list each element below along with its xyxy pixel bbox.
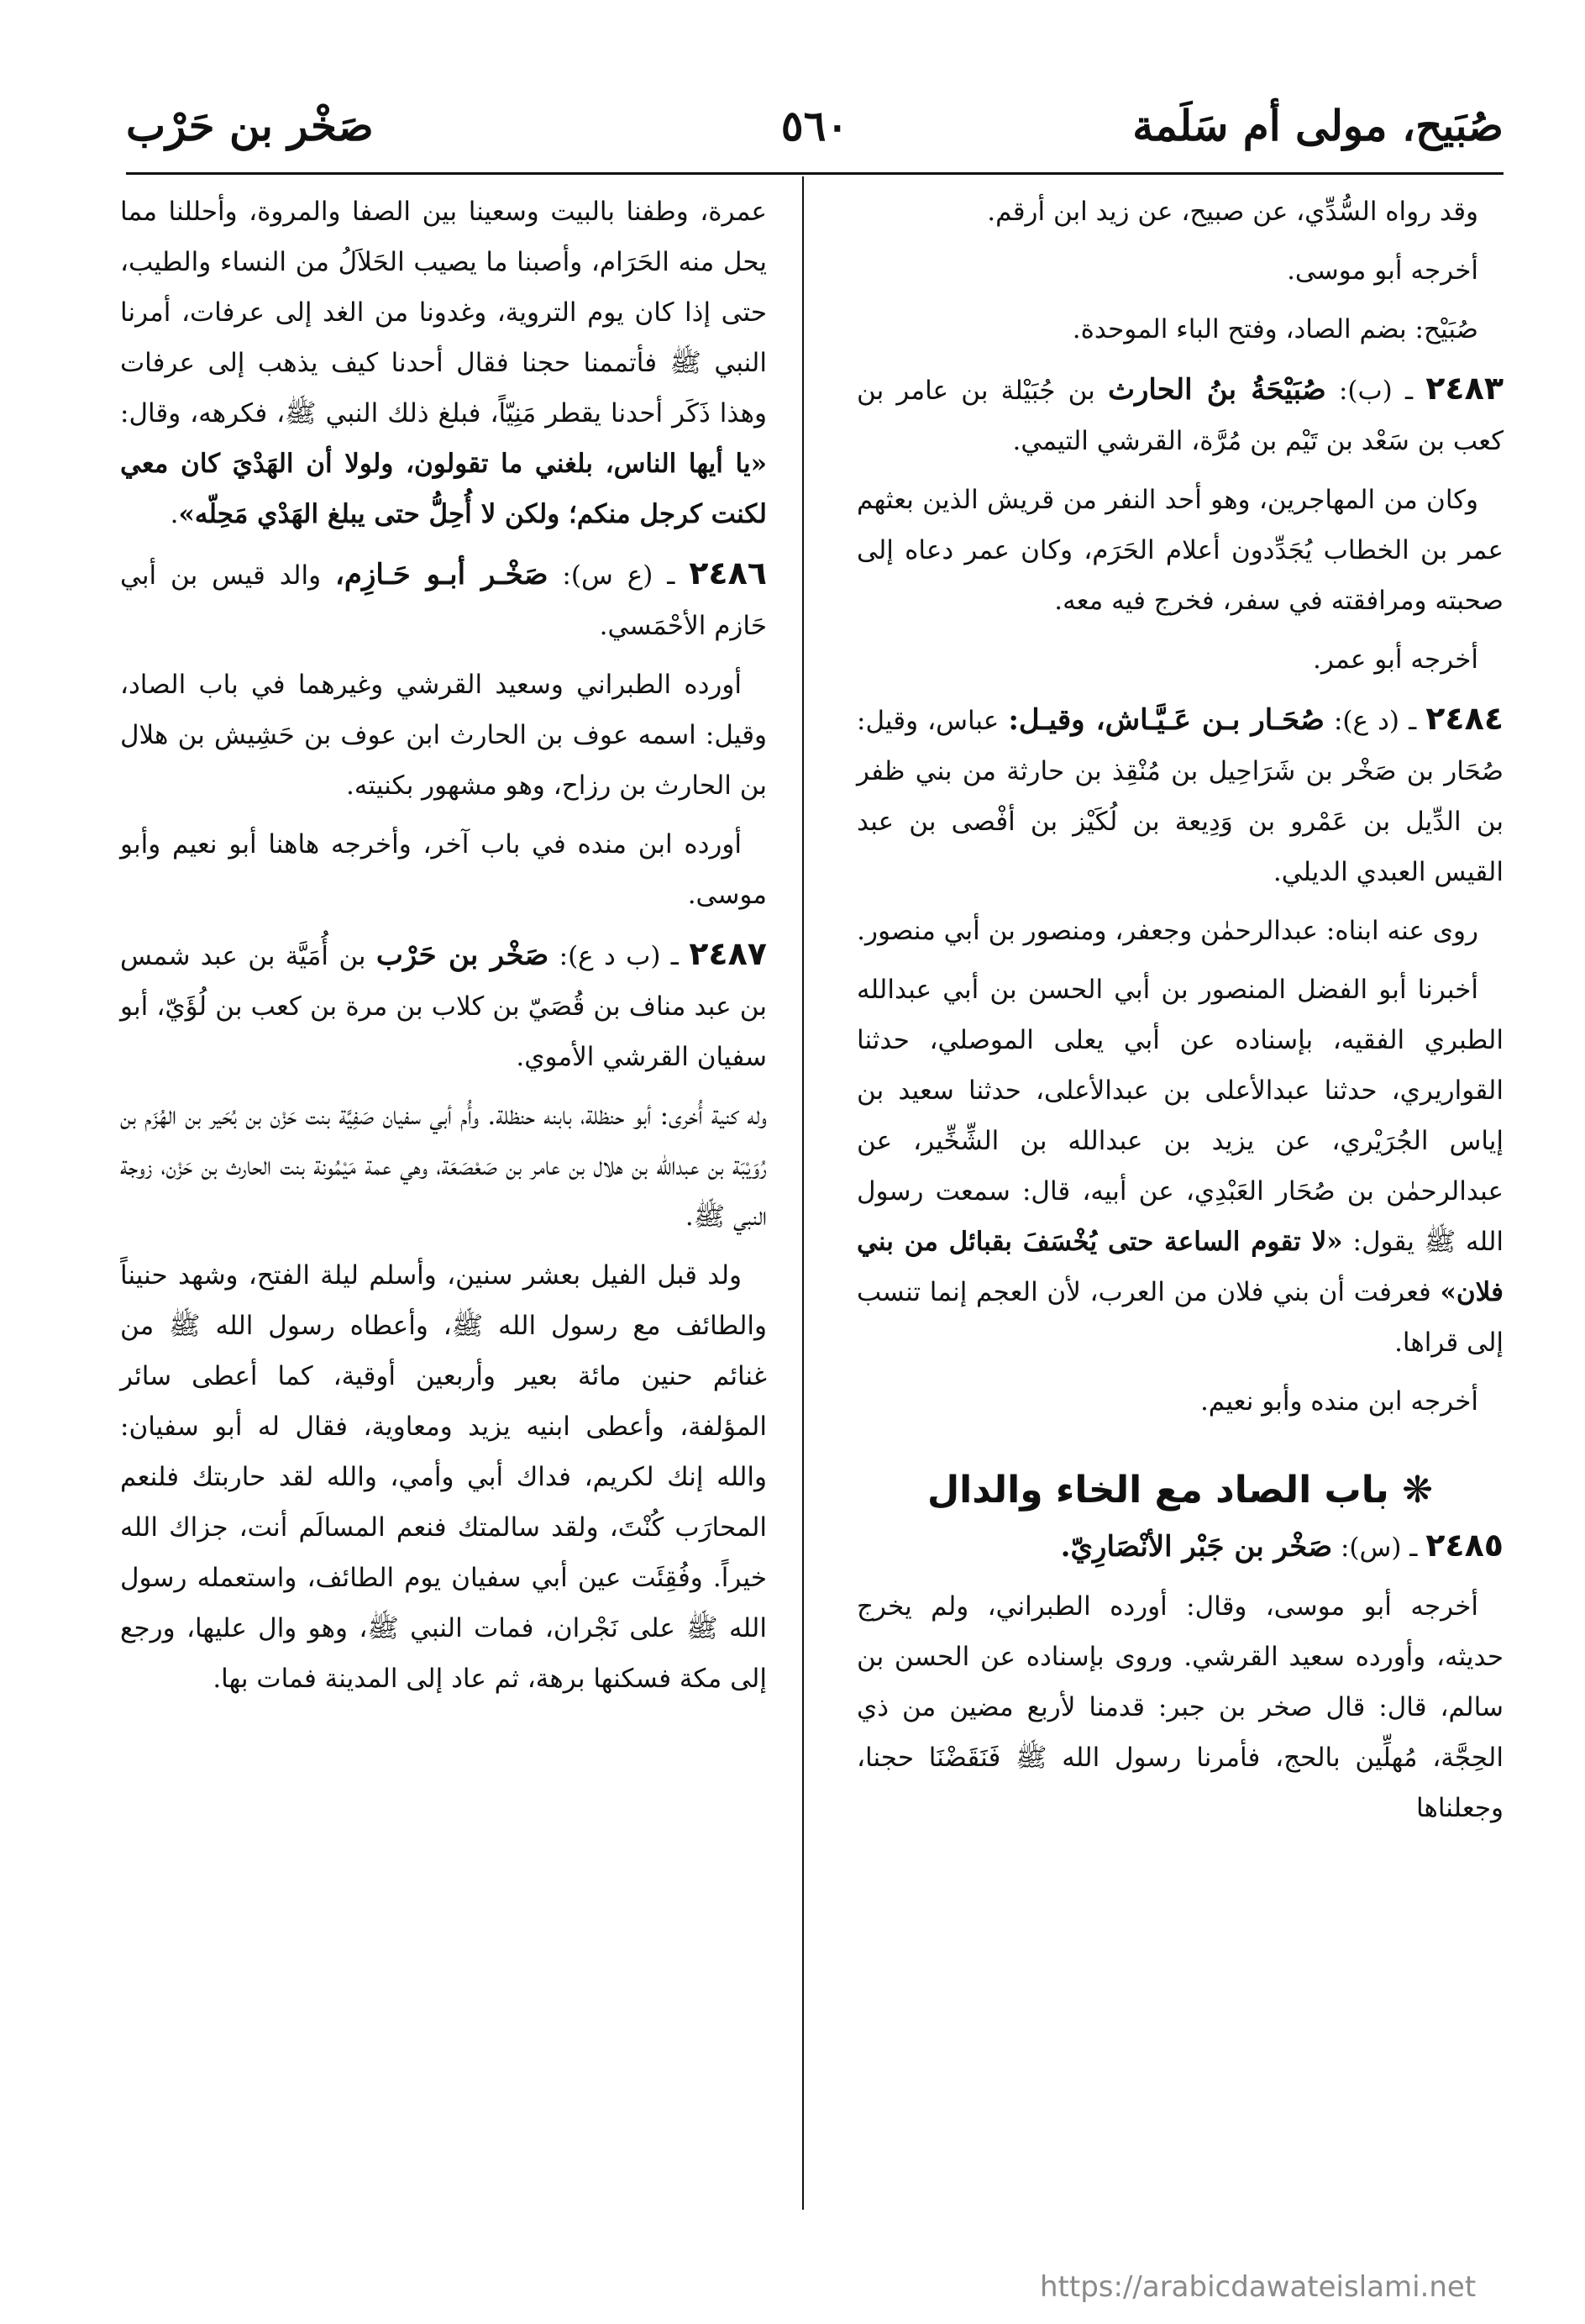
entry-2483 <box>857 363 1504 466</box>
hadith-quote: «لا تقوم الساعة حتى يُخْسَفَ بقبائل من بني فلان» <box>857 1227 1504 1307</box>
entry-2484 <box>857 693 1504 897</box>
paragraph: وله كنية أُخرى: أبو حنظلة، بابنه حنظلة. وأُم أبي سفيان صَفِيَّة بنت حَزْن بن بُحَير بن الهُزَم بن رُوَيْبَة بن عبدالله بن هلال بن عامر بن صَعْصَعَة، وهي عمة مَيْمُونة بنت الحارث بن حَزْن، زوجة النبي ﷺ. <box>120 1101 767 1232</box>
paragraph: أخرجه ابن منده وأبو نعيم. <box>1199 1386 1478 1417</box>
entry-text: بن أُمَيَّة بن عبد شمس بن عبد مناف بن قُصَيّ بن كلاب بن مرة بن كعب بن لُؤَيّ، أبو سفيان القرشي الأموي. <box>120 941 767 1072</box>
entry-2485 <box>857 1520 1504 1573</box>
entry-code: ـ (س): <box>1332 1533 1426 1563</box>
entry-code: ـ (ع س): <box>548 560 690 591</box>
entry-name: صَخْـر أبـو حَـازِم، <box>334 558 548 592</box>
paragraph: أورده الطبراني وسعيد القرشي وغيرهما في باب الصاد، وقيل: اسمه عوف بن الحارث ابن عوف بن حَشِيش بن هلال بن الحارث بن رزاح، وهو مشهور بكنيته. <box>120 670 767 801</box>
entry-text: بن جُبَيْلة بن عامر بن كعب بن سَعْد بن تَيْم بن مُرَّة، القرشي التيمي. <box>857 376 1504 456</box>
entry-name: صَخْر بن حَرْب <box>375 939 549 972</box>
entry-number: ٢٤٨٦ <box>689 555 767 592</box>
running-head-left: صَخْر بن حَرْب <box>126 101 374 150</box>
text-run: . <box>170 499 179 529</box>
entry-number: ٢٤٨٤ <box>1425 700 1504 737</box>
section-title: ❋ باب الصاد مع الخاء والدال <box>926 1469 1434 1512</box>
entry-number: ٢٤٨٥ <box>1425 1527 1504 1564</box>
paragraph: وقد رواه السُّدِّي، عن صبيح، عن زيد ابن أرقم. <box>987 197 1478 227</box>
paragraph: أخرجه أبو موسى، وقال: أورده الطبراني، ولم يخرج حديثه، وأورده سعيد القرشي. وروى بإسناده عن الحسن بن سالم، قال: قال صخر بن جبر: قدمنا لأربع مضين من ذي الحِجَّة، مُهلِّين بالحج، فأمرنا رسول الله ﷺ فَنَقَضْنَا حجنا، وجعلناها <box>857 1591 1504 1823</box>
paragraph: أورده ابن منده في باب آخر، وأخرجه هاهنا أبو نعيم وأبو موسى. <box>120 829 767 910</box>
text-run: فعرفت أن بني فلان من العرب، لأن العجم إنما تنسب إلى قراها. <box>857 1277 1504 1358</box>
entry-name: صُبَيْحَةُ بنُ الحارث <box>1108 373 1326 407</box>
right-column <box>857 187 1504 1842</box>
paragraph: ولد قبل الفيل بعشر سنين، وأسلم ليلة الفتح، وشهد حنيناً والطائف مع رسول الله ﷺ، وأعطاه رسول الله ﷺ من غنائم حنين مائة بعير وأربعين أوقية، كما أعطى سائر المؤلفة، وأعطى ابنيه يزيد ومعاوية، فقال له أبو سفيان: والله إنك لكريم، فداك أبي وأمي، والله لقد حاربتك فلنعم المحارَب كُنْتَ، ولقد سالمتك فنعم المسالَم أنت، جزاك الله خيراً. وفُقِئَت عين أبي سفيان يوم الطائف، واستعمله رسول الله ﷺ على نَجْران، فمات النبي ﷺ، وهو وال عليها، ورجع إلى مكة فسكنها برهة، ثم عاد إلى المدينة فمات بها. <box>120 1260 767 1694</box>
entry-2486 <box>120 548 767 651</box>
paragraph: روى عنه ابناه: عبدالرحمٰن وجعفر، ومنصور بن أبي منصور. <box>857 916 1478 946</box>
left-column <box>120 187 767 1712</box>
entry-code: ـ (د ع): <box>1324 706 1426 736</box>
entry-text: عباس، وقيل: صُحَار بن صَخْر بن شَرَاحِيل بن مُنْقِذ بن حارثة من بني ظفر بن الدِّيل بن عَمْرو بن وَدِيعة بن لُكَيْز بن أفْصى بن عبد القيس العبدي الديلي. <box>857 706 1504 887</box>
page-number: ٥٦٠ <box>780 101 849 150</box>
entry-text: والد قيس بن أبي حَازم الأحْمَسي. <box>120 560 767 641</box>
header-rule <box>126 172 1504 175</box>
paragraph <box>857 965 1504 1368</box>
paragraph: صُبَيْح: بضم الصاد، وفتح الباء الموحدة. <box>1072 314 1478 344</box>
entry-number: ٢٤٨٧ <box>689 935 767 972</box>
hadith-quote: «يا أيها الناس، بلغني ما تقولون، ولولا أن الهَدْيَ كان معي لكنت كرجل منكم؛ ولكن لا أُحِلُّ حتى يبلغ الهَدْي مَحِلّه» <box>120 449 767 529</box>
entry-code: ـ (ب د ع): <box>548 941 690 971</box>
text-run: أخبرنا أبو الفضل المنصور بن أبي الحسن بن أبي عبدالله الطبري الفقيه، بإسناده عن أبي يعلى الموصلي، حدثنا القواريري، حدثنا عبدالأعلى بن عبدالأعلى، حدثنا سعيد بن إياس الجُرَيْري، عن يزيد بن عبدالله بن الشِّخِّير، عن عبدالرحمٰن بن صُحَار العَبْدِي، عن أبيه، قال: سمعت رسول الله ﷺ يقول: <box>857 975 1504 1257</box>
text-run: عمرة، وطفنا بالبيت وسعينا بين الصفا والمروة، وأحللنا مما يحل منه الحَرَام، وأصبنا ما يصيب الحَلاَلُ من النساء والطيب، حتى إذا كان يوم التروية، وغدونا من الغد إلى عرفات، أمرنا النبي ﷺ فأتممنا حجنا فقال أحدنا كيف يذهب إلى عرفات وهذا ذَكَر أحدنا يقطر مَنِيّاً، فبلغ ذلك النبي ﷺ، فكرهه، وقال: <box>120 197 767 429</box>
paragraph: وكان من المهاجرين، وهو أحد النفر من قريش الذين بعثهم عمر بن الخطاب يُجَدِّدون أعلام الحَرَم، وكان عمر دعاه إلى صحبته ومرافقته في سفر، فخرج فيه معه. <box>857 485 1504 616</box>
paragraph <box>120 187 767 539</box>
entry-code: ـ (ب): <box>1325 376 1426 406</box>
entry-number: ٢٤٨٣ <box>1425 370 1504 407</box>
running-head-right: صُبَيح، مولى أم سَلَمة <box>1132 101 1504 150</box>
entry-name: صُحَـار بـن عَـيَّـاش، وقيـل: <box>1008 703 1325 737</box>
page-header <box>126 101 1504 151</box>
column-divider <box>802 176 804 2210</box>
entry-2487 <box>120 928 767 1082</box>
paragraph: أخرجه أبو موسى. <box>1287 255 1478 286</box>
entry-name: صَخْر بن جَبْر الأنْصَارِيّ. <box>1060 1530 1333 1564</box>
paragraph: أخرجه أبو عمر. <box>1312 644 1478 675</box>
watermark-url: https://arabicdawateislami.net <box>1040 2270 1477 2304</box>
